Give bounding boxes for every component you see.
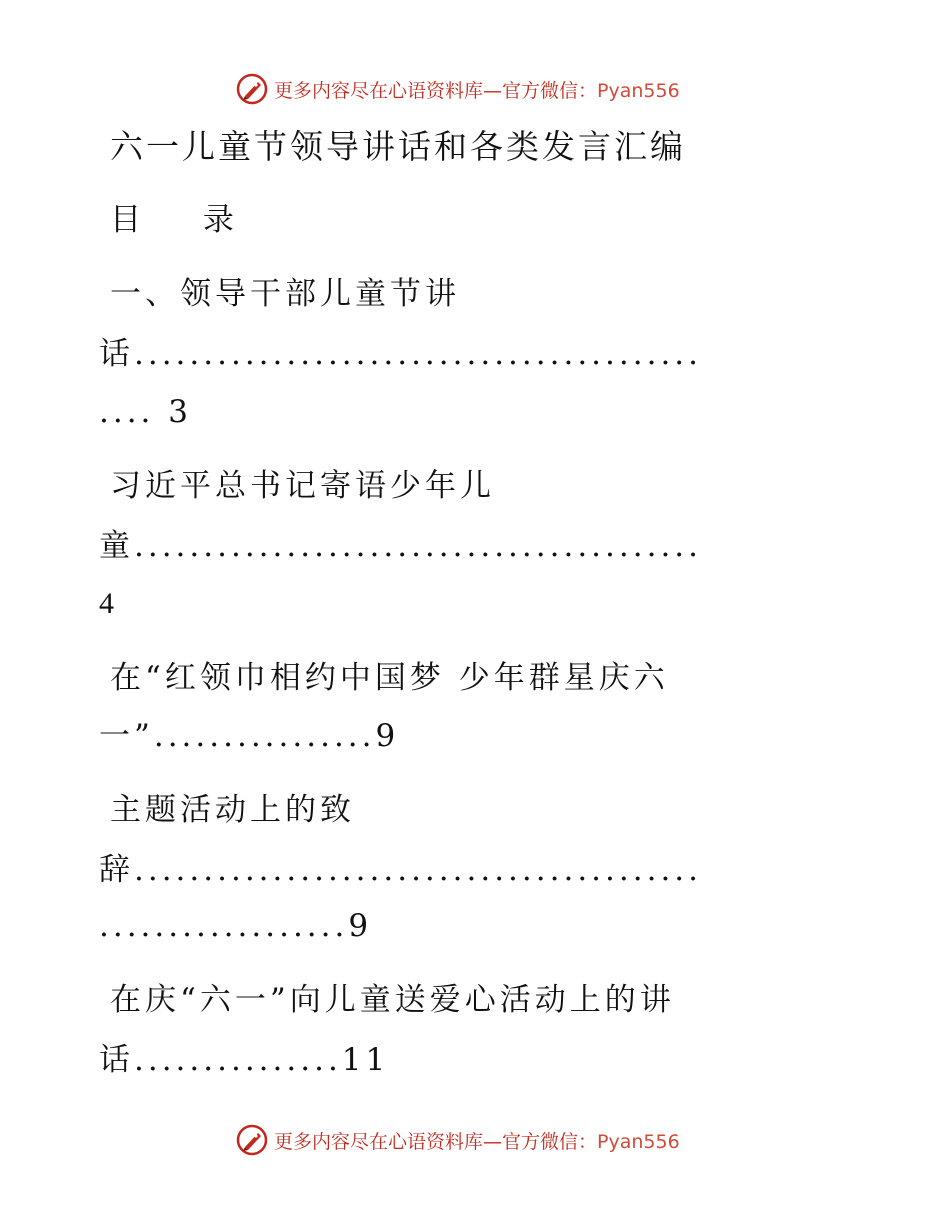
toc-entry-3-line-2: 一”................9 xyxy=(99,718,400,754)
toc-entry-1-page: .... 3 xyxy=(99,394,192,430)
toc-entry-1-line-1: 一、领导干部儿童节讲 xyxy=(110,276,460,312)
toc-entry-4-page: ..................9 xyxy=(99,908,373,944)
toc-entry-4-line-1: 主题活动上的致 xyxy=(110,792,355,828)
toc-entry-3-line-1: 在“红领巾相约中国梦 少年群星庆六 xyxy=(110,660,669,696)
pen-logo-icon xyxy=(236,73,268,105)
document-title: 六一儿童节领导讲话和各类发言汇编 xyxy=(110,127,686,166)
toc-entry-5-line-2: 话...............11 xyxy=(99,1042,390,1078)
toc-entry-5-line-1: 在庆“六一”向儿童送爱心活动上的讲 xyxy=(110,982,675,1018)
pen-logo-icon xyxy=(236,1124,268,1156)
watermark-footer xyxy=(236,1123,680,1157)
toc-entry-2-line-1: 习近平总书记寄语少年儿 xyxy=(110,468,495,504)
toc-entry-1-line-2: 话......................................... xyxy=(99,336,703,372)
toc-heading: 目 录 xyxy=(110,202,260,238)
toc-entry-2-line-2: 童......................................... xyxy=(99,528,703,564)
watermark-text: 更多内容尽在心语资料库—官方微信：Pyan556 xyxy=(274,79,680,102)
watermark-text: 更多内容尽在心语资料库—官方微信：Pyan556 xyxy=(274,1130,680,1153)
toc-entry-2-page: 4 xyxy=(99,587,114,620)
toc-entry-4-line-2: 辞......................................... xyxy=(99,852,703,888)
watermark-header xyxy=(236,72,680,106)
